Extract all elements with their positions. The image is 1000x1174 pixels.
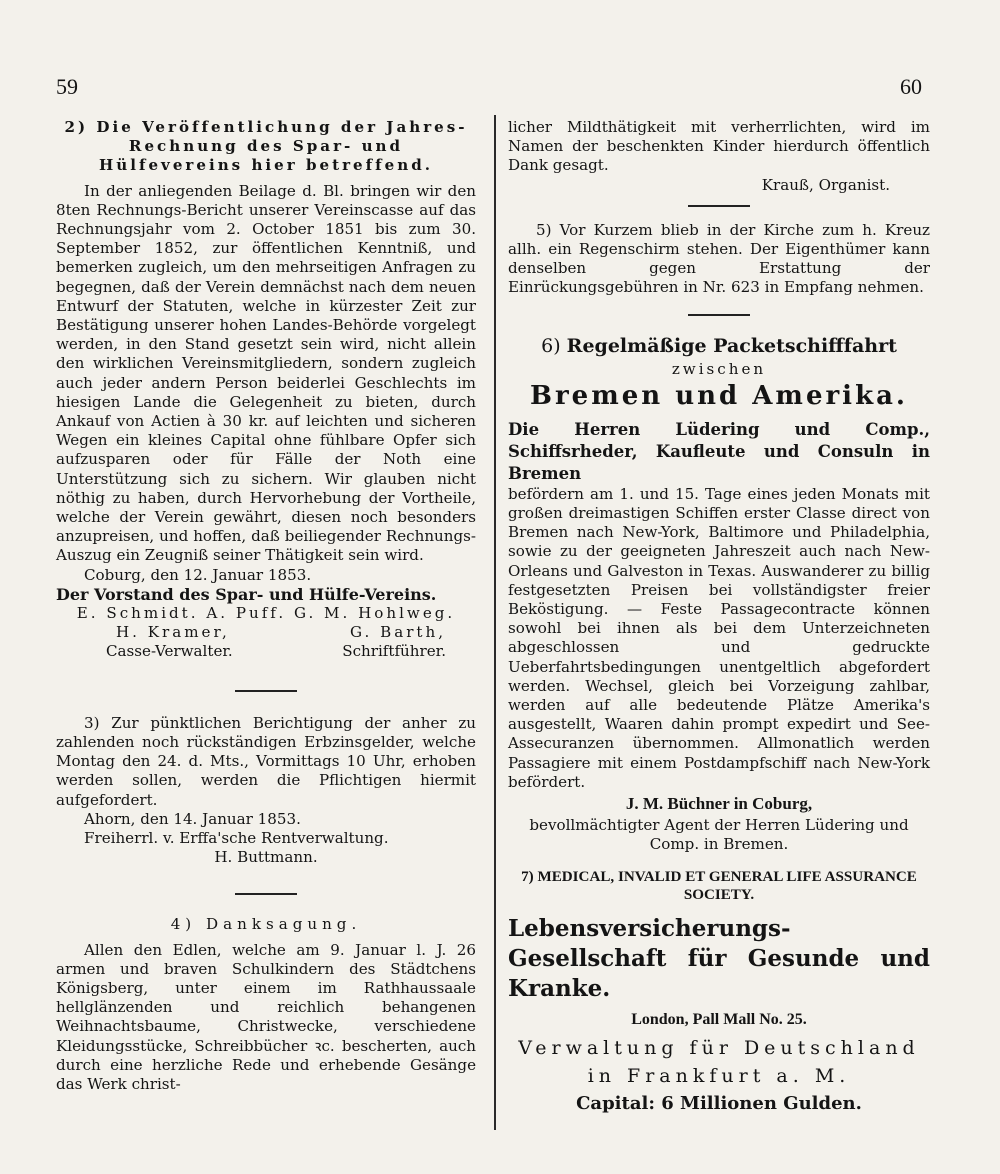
notice-6-title: Regelmäßige Packetschifffahrt xyxy=(566,334,897,357)
signer-treasurer-name: H. Kramer, xyxy=(116,623,230,642)
signer-secretary-name: G. Barth, xyxy=(349,623,446,642)
notice-4-body: Allen den Edlen, welche am 9. Januar l. J. 26 armen und braven Schulkindern des Städtchens Königsberg, unter einem im Rathhaussaale hellglänzenden und reichlich behangenen Weihnachtsbaume, Christwecke, verschiedene Kleidungsstücke, Schreibbücher ꝛc. bescherten, auch durch eine herzliche Rede und erhebende Gesänge das Werk christ- xyxy=(56,940,476,1093)
signer-treasurer-role: Casse-Verwalter. xyxy=(106,642,233,661)
signer-secretary-role: Schriftführer. xyxy=(342,642,446,661)
separator-rule xyxy=(688,314,750,316)
column-divider xyxy=(494,115,496,1130)
notice-6-route: Bremen und Amerika. xyxy=(530,380,908,411)
notice-3-office: Freiherrl. v. Erffa'sche Rentverwaltung. xyxy=(84,828,389,847)
notice-6-between: zwischen xyxy=(671,359,767,378)
notice-5-body: 5) Vor Kurzem blieb in der Kirche zum h. Kreuz allh. ein Regenschirm stehen. Der Eigenthümer kann denselben gegen Erstattung der Einrückungsgebühren in Nr. 623 in Empfang nehmen. xyxy=(508,220,930,297)
notice-3-body: 3) Zur pünktlichen Berichtigung der anher zu zahlenden noch rückständigen Erbzinsgelder, welche Montag den 24. d. Mts., Vormittags 10 Uhr, erhoben werden sollen, werden die Pflichtigen hiermit aufgefordert. xyxy=(56,713,476,809)
notice-7-heading: 7) MEDICAL, INVALID ET GENERAL LIFE ASSURANCE SOCIETY. xyxy=(521,869,917,904)
right-column xyxy=(508,118,930,1113)
notice-6-agent: J. M. Büchner in Coburg, xyxy=(625,794,813,814)
notice-6-agent-role: bevollmächtigter Agent der Herren Lüdering und Comp. in Bremen. xyxy=(529,816,909,854)
page-number-left: 59 xyxy=(56,74,78,99)
separator-rule xyxy=(235,690,297,692)
notice-2-body: In der anliegenden Beilage d. Bl. bringen wir den 8ten Rechnungs-Bericht unserer Vereinscasse auf das Rechnungsjahr vom 2. October 1851 bis zum 30. September 1852, zur öffentlichen Kenntniß, und bemerken zugleich, um den mehrseitigen Anfragen zu begegnen, daß der Verein demnächst nach dem neuen Entwurf der Statuten, welche in kürzester Zeit zur Bestätigung unserer hohen Landes-Behörde vorgelegt werden, in den Stand gesetzt sein wird, nicht allein den wirklichen Vereinsmitgliedern, sondern zugleich auch jeder andern Person beiderlei Geschlechts im hiesigen Lande die Gelegenheit zu bieten, durch Ankauf von Actien à 30 kr. auf leichten und sicheren Wegen ein kleines Capital ohne fühlbare Opfer sich aufzusparen oder für Fälle der Noth eine Unterstützung sich zu sichern. Wir glauben nicht nöthig zu haben, durch Hervorhebung der Vortheile, welche der Verein gewährt, diesen noch besonders anzupreisen, und hoffen, daß beiliegender Rechnungs-Auszug ein Zeugniß seiner Thätigkeit sein wird. xyxy=(56,181,476,565)
notice-2-names: E. Schmidt. A. Puff. G. M. Hohlweg. xyxy=(76,604,456,623)
notice-6-title-line1 xyxy=(508,332,930,360)
notice-3-place: Ahorn, den 14. Januar 1853. xyxy=(84,809,301,828)
left-column xyxy=(56,118,476,1094)
notice-2-roles xyxy=(56,642,476,661)
notice-6-number: 6) xyxy=(541,334,561,357)
notice-2-signatures xyxy=(56,623,476,642)
notice-2-board: Der Vorstand des Spar- und Hülfe-Vereins. xyxy=(56,584,437,604)
notice-4-heading: 4) Danksagung. xyxy=(170,915,362,934)
notice-7-city: in Frankfurt a. M. xyxy=(587,1064,851,1087)
notice-7-admin: Verwaltung für Deutschland xyxy=(518,1036,920,1059)
notice-3-person: H. Buttmann. xyxy=(214,848,318,867)
notice-2-date: Coburg, den 12. Januar 1853. xyxy=(84,565,312,584)
notice-4-signature: Krauß, Organist. xyxy=(761,175,890,194)
separator-rule xyxy=(688,205,750,207)
separator-rule xyxy=(235,893,297,895)
notice-2-heading: 2) Die Veröffentlichung der Jahres-Rechnung des Spar- und Hülfevereins hier betreffend. xyxy=(64,118,468,175)
notice-7-address: London, Pall Mall No. 25. xyxy=(631,1011,807,1029)
notice-7-capital: Capital: 6 Millionen Gulden. xyxy=(576,1092,862,1114)
notice-6-body: befördern am 1. und 15. Tage eines jeden Monats mit großen dreimastigen Schiffen erster Classe direct von Bremen nach New-York, Baltimore und Philadelphia, sowie zu der geeigneten Jahreszeit auch nach New-Orleans und Galveston in Texas. Auswanderer zu billig festgesetzten Preisen bei vollständigster freier Beköstigung. — Feste Passagecontracte können sowohl bei ihnen als bei dem Unterzeichneten abgeschlossen und gedruckte Ueberfahrtsbedingungen unentgeltlich abgefordert werden. Wechsel, gleich bei Vorzeigung zahlbar, werden auf alle bedeutende Plätze Amerika's ausgestellt, Waaren dahin prompt expedirt und See-Assecuranzen übernommen. Allmonatlich werden Passagiere mit einem Postdampfschiff nach New-York befördert. xyxy=(508,484,930,791)
notice-4-continuation: licher Mildthätigkeit mit verherrlichten, wird im Namen der beschenkten Kinder hierdurch öffentlich Dank gesagt. xyxy=(508,118,930,175)
page-number-right: 60 xyxy=(900,74,922,99)
notice-7-title: Lebensversicherungs-Gesellschaft für Gesunde und Kranke. xyxy=(508,915,930,1003)
notice-6-company: Die Herren Lüdering und Comp., Schiffsrheder, Kaufleute und Consuln in Bremen xyxy=(508,419,930,483)
